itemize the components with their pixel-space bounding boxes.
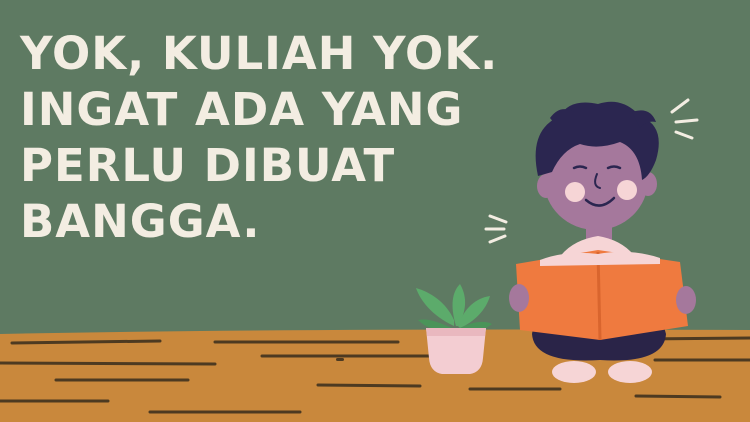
headline-line-3: PERLU DIBUAT [20, 139, 396, 192]
headline-line-1: YOK, KULIAH YOK. [20, 27, 499, 80]
motion-lines-icon [672, 100, 697, 138]
motion-lines-icon [486, 216, 506, 242]
headline-line-2: INGAT ADA YANG [20, 83, 464, 136]
headline-line-4: BANGGA. [20, 195, 261, 248]
